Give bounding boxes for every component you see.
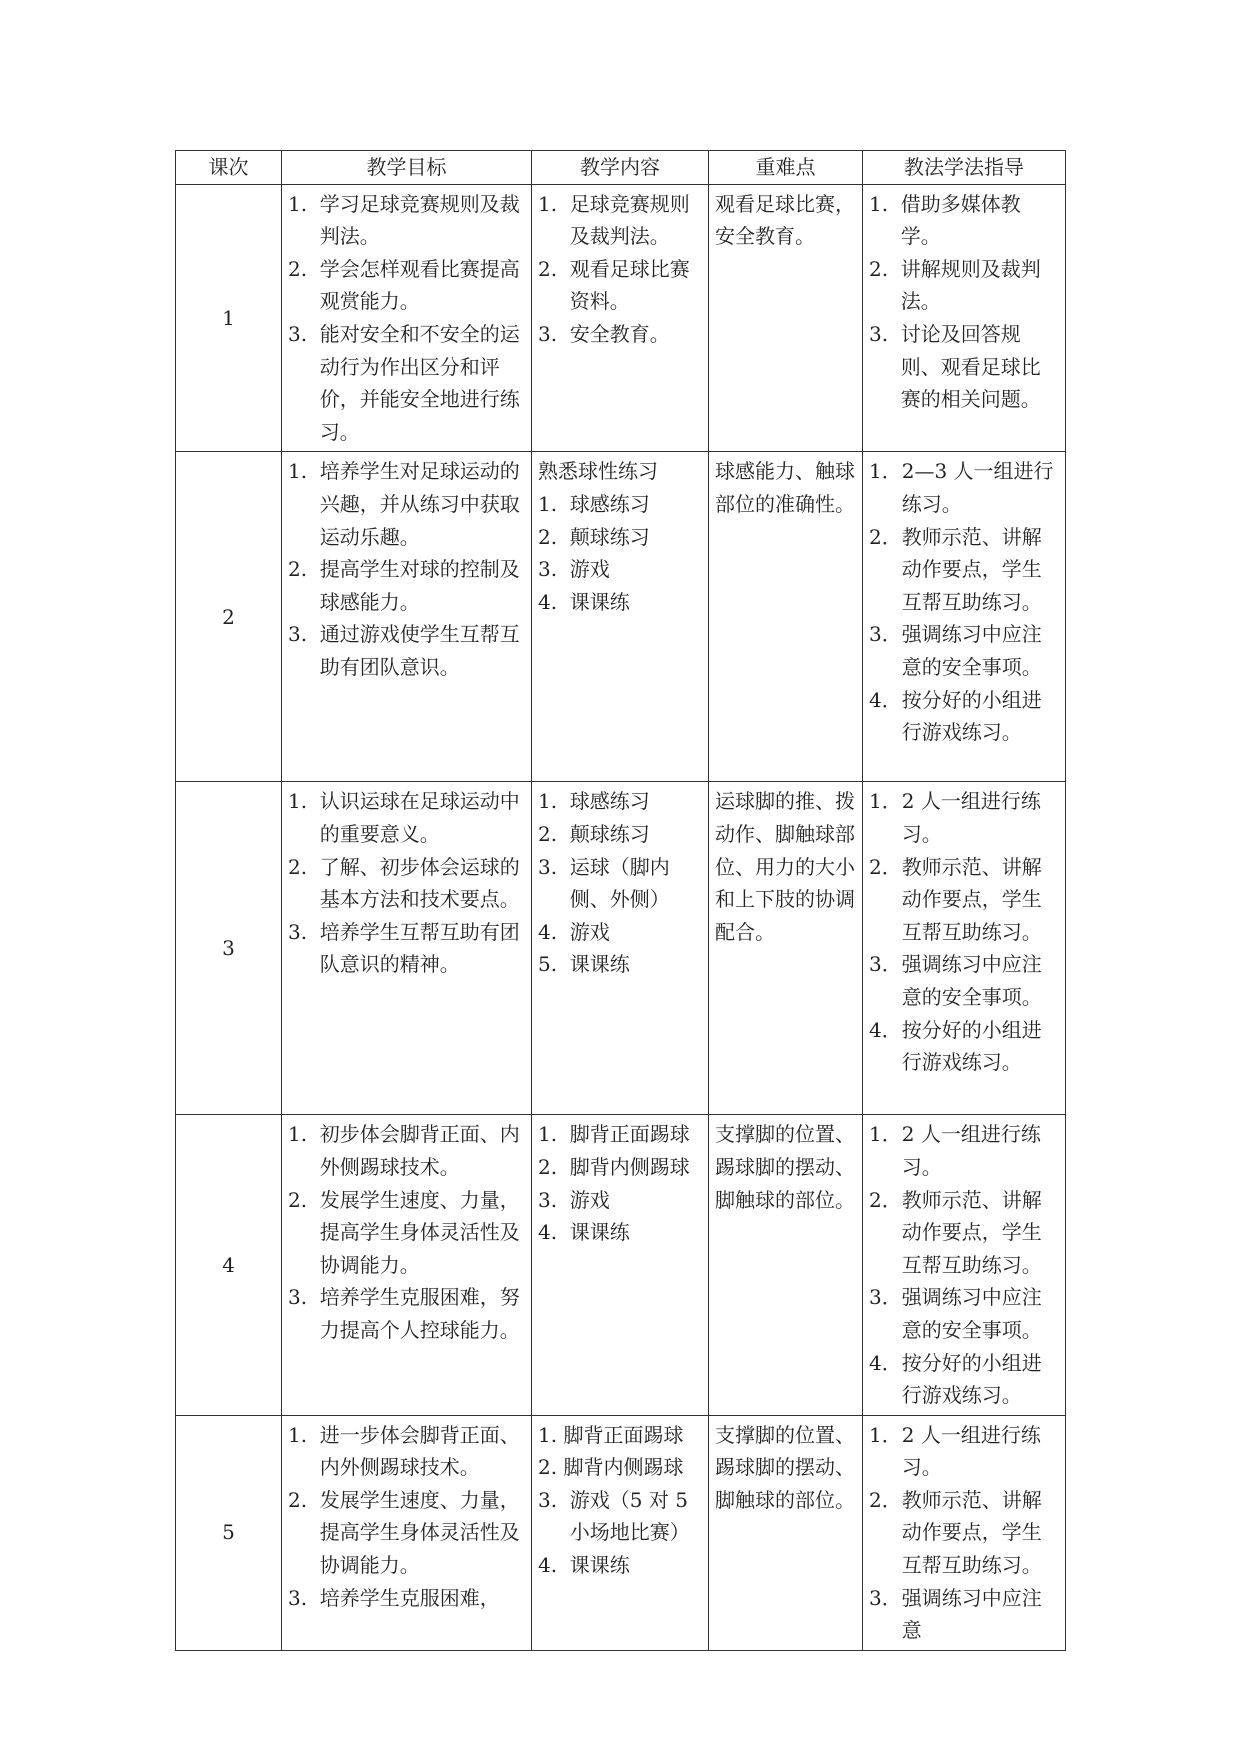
- content-cell: [532, 184, 709, 452]
- item-text: 按分好的小组进行游戏练习。: [901, 1017, 1042, 1075]
- goals-cell: [282, 452, 532, 782]
- content-item: [538, 1419, 702, 1452]
- item-number: 1．: [869, 459, 902, 484]
- item-text: 运球（脚内侧、外侧）: [569, 854, 670, 912]
- content-item: [538, 1451, 702, 1484]
- goal-item: [288, 1419, 525, 1484]
- item-number: 3.: [288, 919, 320, 944]
- item-text: 2—3 人一组进行练习。: [901, 459, 1054, 516]
- content-item: [538, 521, 702, 554]
- content-cell: [532, 782, 709, 1115]
- method-item: [869, 1118, 1059, 1183]
- item-number: 1．: [869, 1422, 902, 1447]
- item-number: 3.: [538, 1487, 570, 1512]
- goal-item: [288, 785, 525, 850]
- method-item: [869, 455, 1059, 520]
- method-item: [869, 618, 1059, 683]
- item-number: 2.: [288, 1487, 320, 1512]
- content-cell: [532, 1115, 709, 1415]
- item-text: 教师示范、讲解动作要点，学生互帮互助练习。: [901, 524, 1042, 614]
- method-item: [869, 1484, 1059, 1582]
- goal-item: [288, 1281, 525, 1346]
- item-text: 颠球练习: [569, 821, 650, 846]
- item-text: 课课练: [569, 1220, 630, 1245]
- goal-item: [288, 553, 525, 618]
- item-text: 安全教育。: [569, 321, 670, 346]
- item-number: 2.: [538, 524, 570, 549]
- item-number: 1.: [288, 789, 320, 814]
- item-text: 学会怎样观看比赛提高观赏能力。: [319, 256, 520, 314]
- content-item: [538, 1151, 702, 1184]
- content-item: [538, 916, 702, 949]
- item-text: 教师示范、讲解动作要点，学生互帮互助练习。: [901, 1487, 1042, 1578]
- content-item: [538, 1549, 702, 1582]
- item-text: 课课练: [569, 952, 630, 977]
- content-item: [538, 948, 702, 981]
- keypoints-cell: [709, 1115, 863, 1415]
- lesson-number: 3: [176, 782, 282, 1115]
- item-number: 1.: [869, 191, 901, 216]
- methods-cell: [863, 1115, 1066, 1415]
- header-methods: 教法学法指导: [863, 151, 1066, 185]
- content-item: [538, 1118, 702, 1151]
- item-text: 初步体会脚背正面、内外侧踢球技术。: [319, 1122, 520, 1179]
- keypoint-text: 运球脚的推、拨动作、脚触球部位、用力的大小和上下肢的协调配合。: [715, 789, 855, 944]
- item-number: 2．: [869, 1187, 902, 1212]
- item-number: 1.: [538, 491, 570, 516]
- method-item: [869, 948, 1059, 1013]
- lesson-number: 5: [176, 1415, 282, 1650]
- lesson-number: 1: [176, 184, 282, 452]
- table-row: [176, 1415, 1066, 1650]
- content-item: [538, 553, 702, 586]
- item-text: 2 人一组进行练习。: [901, 1422, 1041, 1480]
- keypoint-text: 安全教育。: [715, 224, 815, 249]
- item-text: 讲解规则及裁判法。: [900, 256, 1041, 314]
- lesson-number: 2: [176, 452, 282, 782]
- content-item: [538, 455, 702, 488]
- content-cell: [532, 1415, 709, 1650]
- item-number: 3.: [538, 321, 570, 346]
- item-number: 1.: [288, 1422, 320, 1447]
- item-text: 脚背正面踢球: [563, 1422, 684, 1447]
- item-text: 课课练: [569, 1553, 630, 1578]
- item-text: 发展学生速度、力量，提高学生身体灵活性及协调能力。: [319, 1187, 520, 1277]
- content-item: [538, 188, 702, 253]
- header-content: 教学内容: [532, 151, 709, 185]
- keypoints-cell: [709, 184, 863, 452]
- method-item: [869, 1281, 1059, 1346]
- item-text: 教师示范、讲解动作要点，学生互帮互助练习。: [901, 854, 1042, 944]
- item-number: 2.: [288, 854, 320, 879]
- item-number: 3.: [538, 557, 570, 582]
- goals-cell: [282, 782, 532, 1115]
- item-number: 3．: [869, 1585, 902, 1610]
- item-text: 强调练习中应注意的安全事项。: [901, 622, 1042, 679]
- item-text: 进一步体会脚背正面、内外侧踢球技术。: [319, 1422, 520, 1480]
- method-item: [869, 188, 1059, 253]
- item-number: 3.: [869, 321, 901, 346]
- item-text: 通过游戏使学生互帮互助有团队意识。: [319, 622, 520, 679]
- content-cell: [532, 452, 709, 782]
- table-row: [176, 1115, 1066, 1415]
- item-number: 2.: [538, 821, 570, 846]
- item-text: 课课练: [569, 589, 630, 614]
- item-number: 2.: [869, 256, 901, 281]
- method-item: [869, 1582, 1059, 1647]
- method-item: [869, 684, 1059, 749]
- item-number: 1.: [288, 1122, 320, 1147]
- keypoint-text: 支撑脚的位置、踢球脚的摆动、脚触球的部位。: [715, 1422, 855, 1512]
- item-number: 1．: [869, 789, 902, 814]
- item-number: 1.: [538, 1422, 564, 1447]
- goal-item: [288, 916, 525, 981]
- item-number: 4．: [869, 1017, 902, 1042]
- table-row: [176, 452, 1066, 782]
- item-text: 培养学生对足球运动的兴趣，并从练习中获取运动乐趣。: [319, 459, 520, 549]
- goal-item: [288, 253, 525, 318]
- keypoint-text: 支撑脚的位置、踢球脚的摆动、脚触球的部位。: [715, 1122, 855, 1212]
- method-item: [869, 1184, 1059, 1282]
- item-text: 游戏（5 对 5 小场地比赛）: [569, 1487, 690, 1545]
- header-row: [176, 151, 1066, 185]
- item-text: 脚背内侧踢球: [569, 1154, 690, 1179]
- content-item: [538, 1184, 702, 1217]
- content-item: [538, 1216, 702, 1249]
- item-number: 1．: [869, 1122, 902, 1147]
- item-number: 2.: [538, 1154, 570, 1179]
- goal-item: [288, 1118, 525, 1183]
- goals-cell: [282, 1115, 532, 1415]
- item-number: 3．: [869, 1285, 902, 1310]
- item-number: 1.: [288, 191, 320, 216]
- item-text: 游戏: [569, 557, 610, 582]
- item-text: 培养学生克服困难，: [319, 1585, 500, 1610]
- item-number: 1.: [288, 459, 320, 484]
- item-number: 5.: [538, 952, 570, 977]
- item-number: 2.: [538, 256, 570, 281]
- item-text: 游戏: [569, 919, 610, 944]
- content-item: [538, 785, 702, 818]
- table-row: [176, 782, 1066, 1115]
- item-number: 1.: [538, 191, 570, 216]
- content-item: [538, 318, 702, 351]
- methods-cell: [863, 184, 1066, 452]
- goal-item: [288, 1484, 525, 1582]
- goals-cell: [282, 1415, 532, 1650]
- item-text: 能对安全和不安全的运动行为作出区分和评价，并能安全地进行练习。: [319, 321, 520, 444]
- item-text: 游戏: [569, 1187, 610, 1212]
- item-text: 教师示范、讲解动作要点，学生互帮互助练习。: [901, 1187, 1042, 1277]
- item-text: 发展学生速度、力量，提高学生身体灵活性及协调能力。: [319, 1487, 520, 1578]
- item-text: 脚背内侧踢球: [563, 1455, 684, 1480]
- item-number: 4．: [869, 687, 902, 712]
- item-text: 讨论及回答规则、观看足球比赛的相关问题。: [900, 321, 1041, 412]
- content-item: [538, 488, 702, 521]
- item-text: 强调练习中应注意的安全事项。: [901, 1285, 1042, 1342]
- header-keypoints: 重难点: [709, 151, 863, 185]
- item-number: 2．: [869, 524, 902, 549]
- item-number: 2.: [288, 256, 320, 281]
- content-item: [538, 851, 702, 916]
- method-item: [869, 851, 1059, 949]
- content-item: [538, 586, 702, 619]
- item-number: 3.: [288, 321, 320, 346]
- keypoints-cell: [709, 452, 863, 782]
- item-text: 球感练习: [569, 491, 650, 516]
- item-number: 2．: [869, 854, 902, 879]
- item-text: 2 人一组进行练习。: [901, 789, 1041, 846]
- item-number: 3.: [288, 622, 320, 647]
- item-number: 2.: [288, 557, 320, 582]
- item-text: 球感练习: [569, 789, 650, 814]
- item-number: 3.: [288, 1585, 320, 1610]
- item-text: 强调练习中应注意: [901, 1585, 1042, 1643]
- item-number: 3.: [538, 854, 570, 879]
- item-text: 学习足球竞赛规则及裁判法。: [319, 191, 520, 249]
- keypoints-cell: [709, 782, 863, 1115]
- header-goals: 教学目标: [282, 151, 532, 185]
- item-number: 2.: [538, 1455, 564, 1480]
- header-lesson: 课次: [176, 151, 282, 185]
- item-number: 4.: [538, 919, 570, 944]
- item-text: 观看足球比赛资料。: [569, 256, 690, 314]
- method-item: [869, 253, 1059, 318]
- item-text: 熟悉球性练习: [538, 459, 658, 484]
- goals-cell: [282, 184, 532, 452]
- item-number: 2.: [288, 1187, 320, 1212]
- item-text: 提高学生对球的控制及球感能力。: [319, 557, 520, 614]
- item-text: 足球竞赛规则及裁判法。: [569, 191, 690, 249]
- methods-cell: [863, 1415, 1066, 1650]
- goal-item: [288, 188, 525, 253]
- content-item: [538, 818, 702, 851]
- item-text: 脚背正面踢球: [569, 1122, 690, 1147]
- goal-item: [288, 1582, 525, 1615]
- item-number: 4.: [538, 1553, 570, 1578]
- item-text: 2 人一组进行练习。: [901, 1122, 1041, 1179]
- item-text: 按分好的小组进行游戏练习。: [901, 687, 1042, 745]
- method-item: [869, 785, 1059, 850]
- item-number: 2．: [869, 1487, 902, 1512]
- goal-item: [288, 618, 525, 683]
- item-number: 3.: [288, 1285, 320, 1310]
- table-row: [176, 184, 1066, 452]
- item-number: 3.: [538, 1187, 570, 1212]
- method-item: [869, 1419, 1059, 1484]
- item-text: 借助多媒体教学。: [900, 191, 1021, 249]
- item-number: 1.: [538, 1122, 570, 1147]
- item-text: 认识运球在足球运动中的重要意义。: [319, 789, 520, 846]
- content-item: [538, 253, 702, 318]
- goal-item: [288, 318, 525, 448]
- method-item: [869, 521, 1059, 619]
- keypoint-text: 球感能力、触球部位的准确性。: [715, 459, 855, 516]
- item-text: 按分好的小组进行游戏练习。: [901, 1350, 1042, 1408]
- item-text: 强调练习中应注意的安全事项。: [901, 952, 1042, 1009]
- methods-cell: [863, 782, 1066, 1115]
- keypoints-cell: [709, 1415, 863, 1650]
- goal-item: [288, 1184, 525, 1282]
- item-number: 4.: [538, 589, 570, 614]
- method-item: [869, 1014, 1059, 1079]
- goal-item: [288, 455, 525, 553]
- item-number: 4.: [538, 1220, 570, 1245]
- goal-item: [288, 851, 525, 916]
- item-text: 培养学生互帮互助有团队意识的精神。: [319, 919, 520, 977]
- item-text: 了解、初步体会运球的基本方法和技术要点。: [319, 854, 520, 912]
- item-number: 3．: [869, 952, 902, 977]
- item-number: 4．: [869, 1350, 902, 1375]
- item-number: 3．: [869, 622, 902, 647]
- lesson-number: 4: [176, 1115, 282, 1415]
- lesson-plan-table: [175, 150, 1066, 1651]
- content-item: [538, 1484, 702, 1549]
- methods-cell: [863, 452, 1066, 782]
- method-item: [869, 1347, 1059, 1412]
- item-text: 颠球练习: [569, 524, 650, 549]
- item-number: 1.: [538, 789, 570, 814]
- keypoint-text: 观看足球比赛，: [715, 191, 855, 216]
- method-item: [869, 318, 1059, 416]
- item-text: 培养学生克服困难，努力提高个人控球能力。: [319, 1285, 520, 1342]
